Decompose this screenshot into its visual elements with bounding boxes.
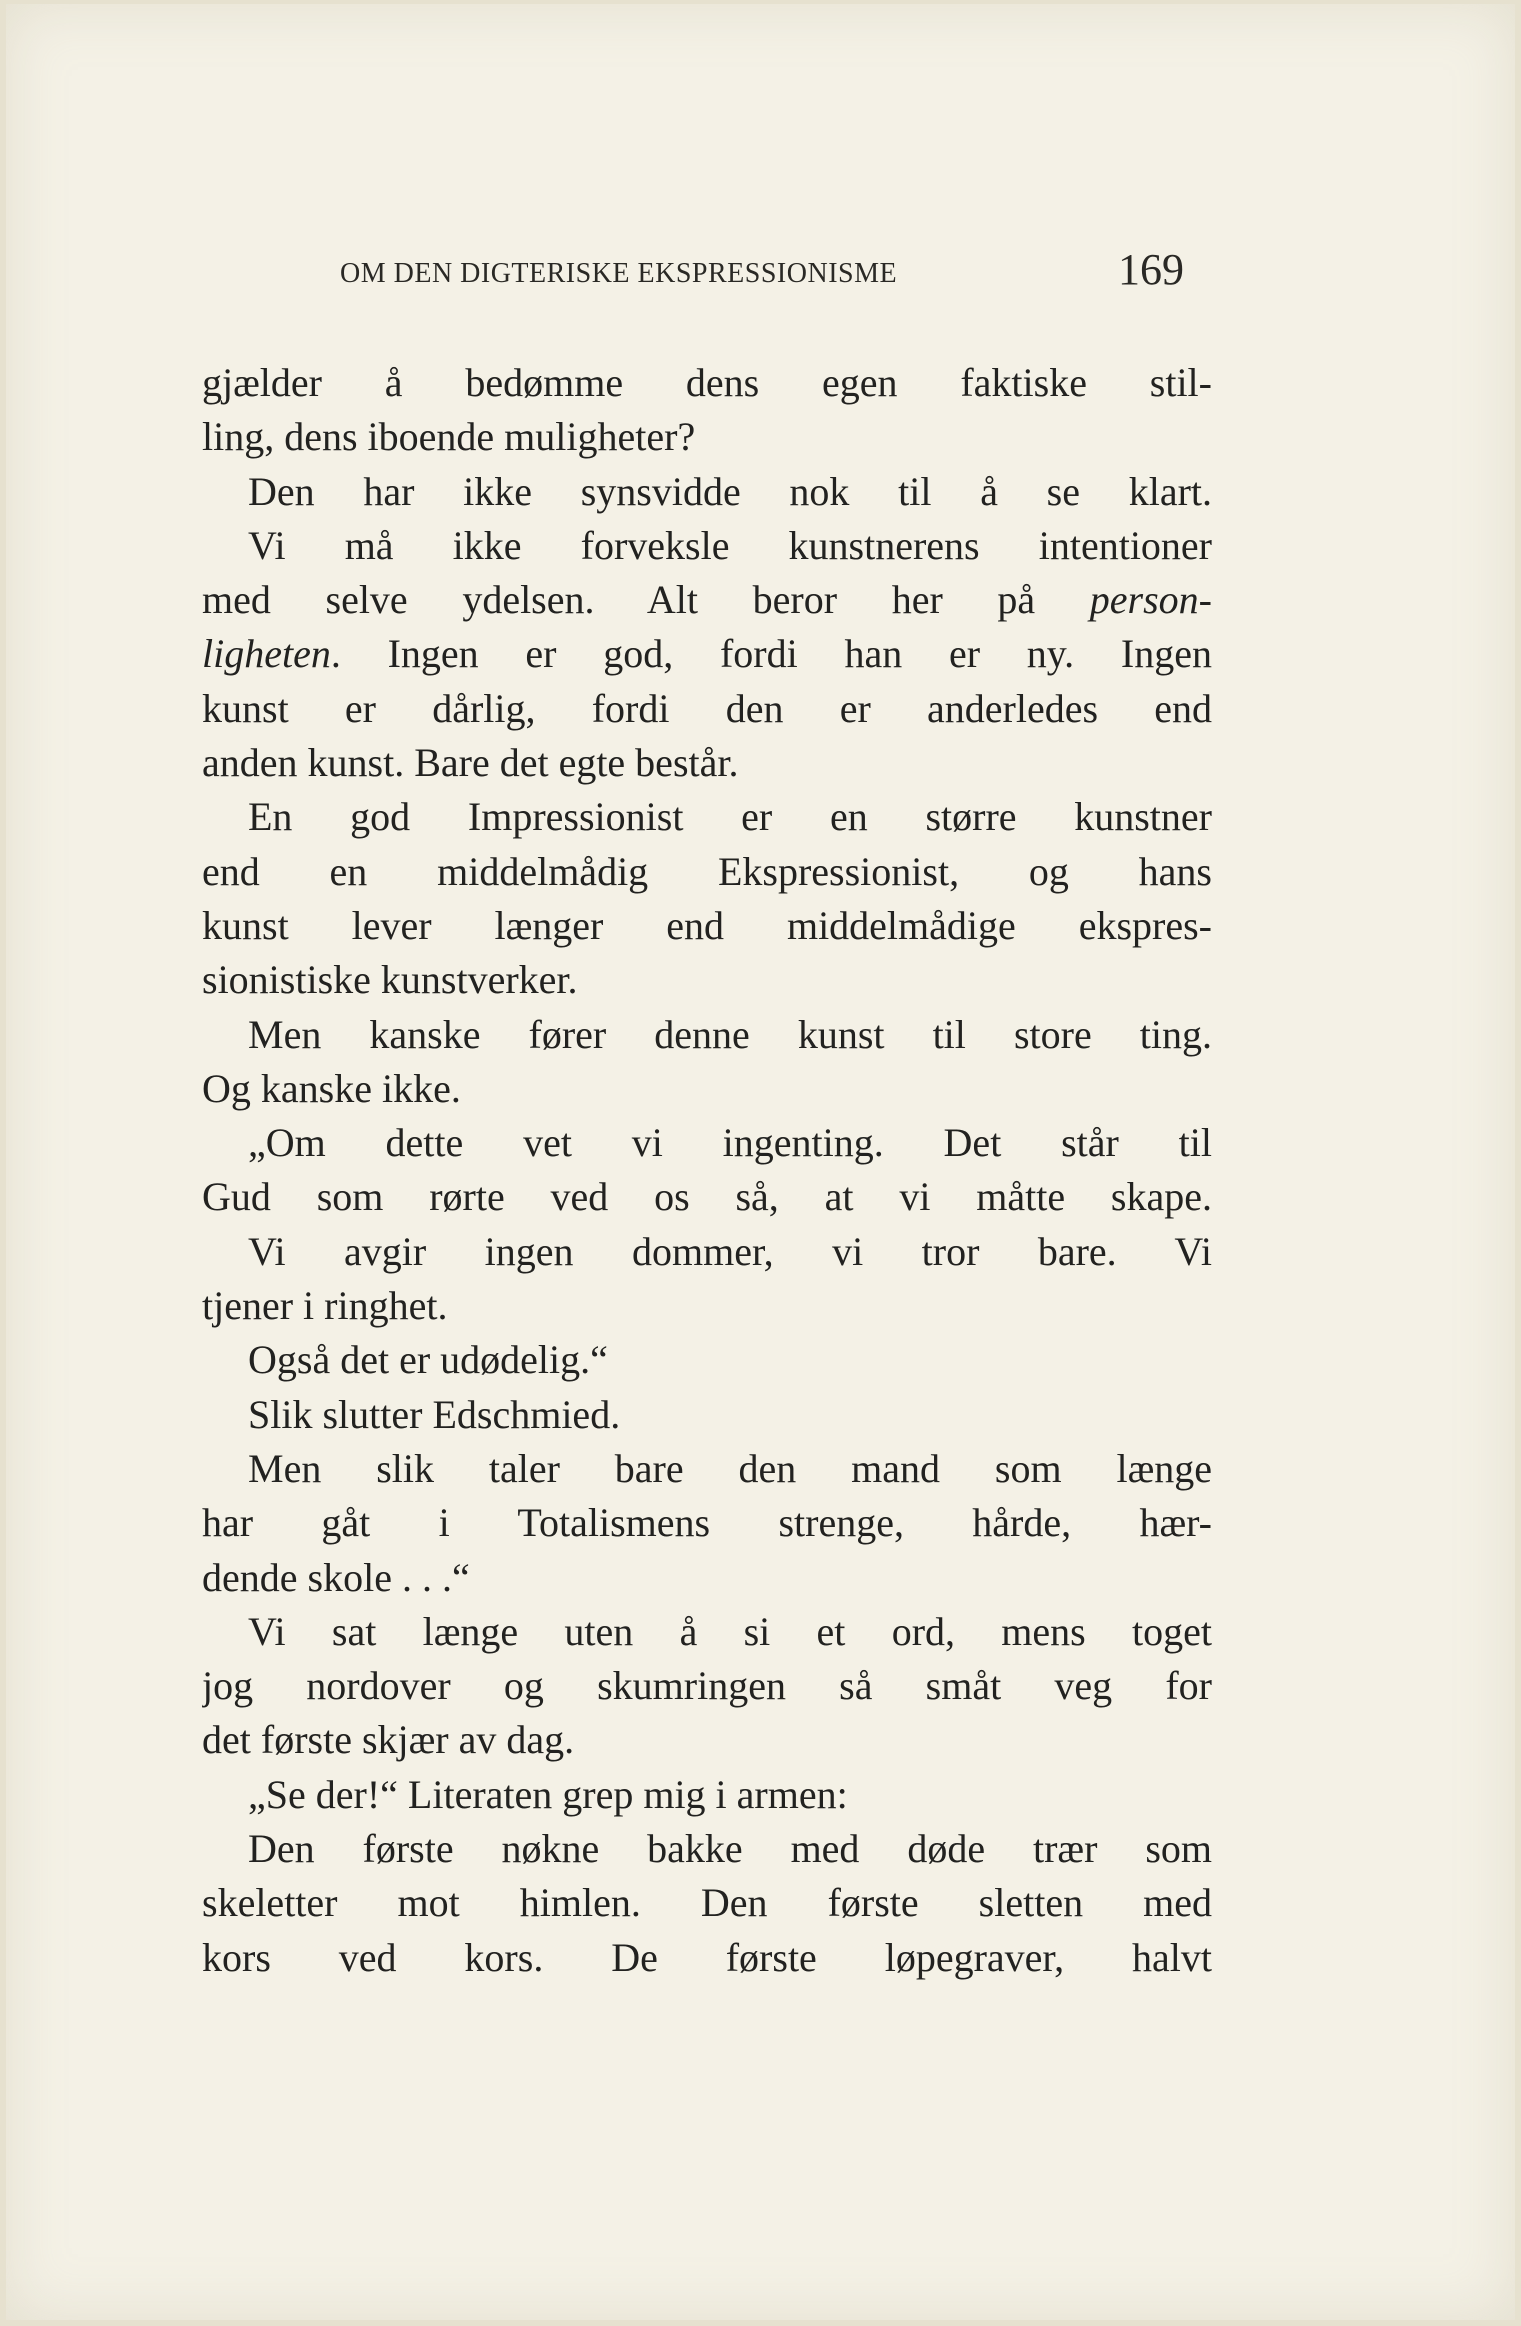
text-line: kunst lever længer end middelmådige ekspres- [202, 902, 1212, 948]
page-number: 169 [1118, 245, 1184, 294]
emphasis-text: ligheten [202, 631, 331, 677]
text-line: skeletter mot himlen. Den første sletten med [202, 1880, 1212, 1926]
text-line: gjælder å bedømme dens egen faktiske stil- [202, 360, 1212, 405]
text-line: Vi må ikke forveksle kunstnerens intentioner [248, 522, 1212, 568]
text-line: Vi sat længe uten å si et ord, mens toget [248, 1608, 1212, 1654]
running-head-title: OM DEN DIGTERISKE EKSPRESSIONISME [340, 258, 898, 289]
text-line: Også det er udødelig.“ [248, 1337, 608, 1383]
text-line: dende skole . . .“ [202, 1554, 470, 1600]
text-line: sionistiske kunstverker. [202, 957, 578, 1003]
text-segment: med selve ydelsen. Alt beror her på [202, 577, 1090, 623]
body-text [202, 356, 1212, 1985]
emphasis-text: person- [1089, 577, 1212, 623]
text-line: En god Impressionist er en større kunstner [248, 794, 1212, 840]
book-page [6, 4, 1515, 2320]
text-line: Vi avgir ingen dommer, vi tror bare. Vi [248, 1228, 1212, 1274]
text-line: Den første nøkne bakke med døde trær som [248, 1826, 1212, 1872]
text-line: kunst er dårlig, fordi den er anderledes end [202, 685, 1212, 731]
text-line: Og kanske ikke. [202, 1065, 461, 1111]
text-line [202, 627, 1212, 681]
text-line: Den har ikke synsvidde nok til å se klart. [248, 468, 1212, 514]
text-line: tjener i ringhet. [202, 1283, 448, 1329]
text-line: jog nordover og skumringen så småt veg for [202, 1663, 1212, 1709]
text-line: „Se der!“ Literaten grep mig i armen: [248, 1771, 848, 1817]
text-line: ling, dens iboende muligheter? [202, 414, 696, 460]
text-line: Men kanske fører denne kunst til store ting. [248, 1011, 1212, 1057]
running-head [202, 234, 1232, 314]
text-line: kors ved kors. De første løpegraver, halvt [202, 1934, 1212, 1980]
text-line: end en middelmådig Ekspressionist, og hans [202, 848, 1212, 894]
text-line [202, 573, 1212, 627]
text-line: anden kunst. Bare det egte består. [202, 740, 739, 786]
text-line: har gåt i Totalismens strenge, hårde, hær- [202, 1500, 1212, 1546]
text-line: Gud som rørte ved os så, at vi måtte skape. [202, 1174, 1212, 1220]
text-line: Men slik taler bare den mand som længe [248, 1445, 1212, 1491]
text-line: det første skjær av dag. [202, 1717, 575, 1763]
text-line: „Om dette vet vi ingenting. Det står til [248, 1120, 1212, 1166]
text-line: Slik slutter Edschmied. [248, 1391, 621, 1437]
text-segment: . Ingen er god, fordi han er ny. Ingen [330, 631, 1212, 677]
